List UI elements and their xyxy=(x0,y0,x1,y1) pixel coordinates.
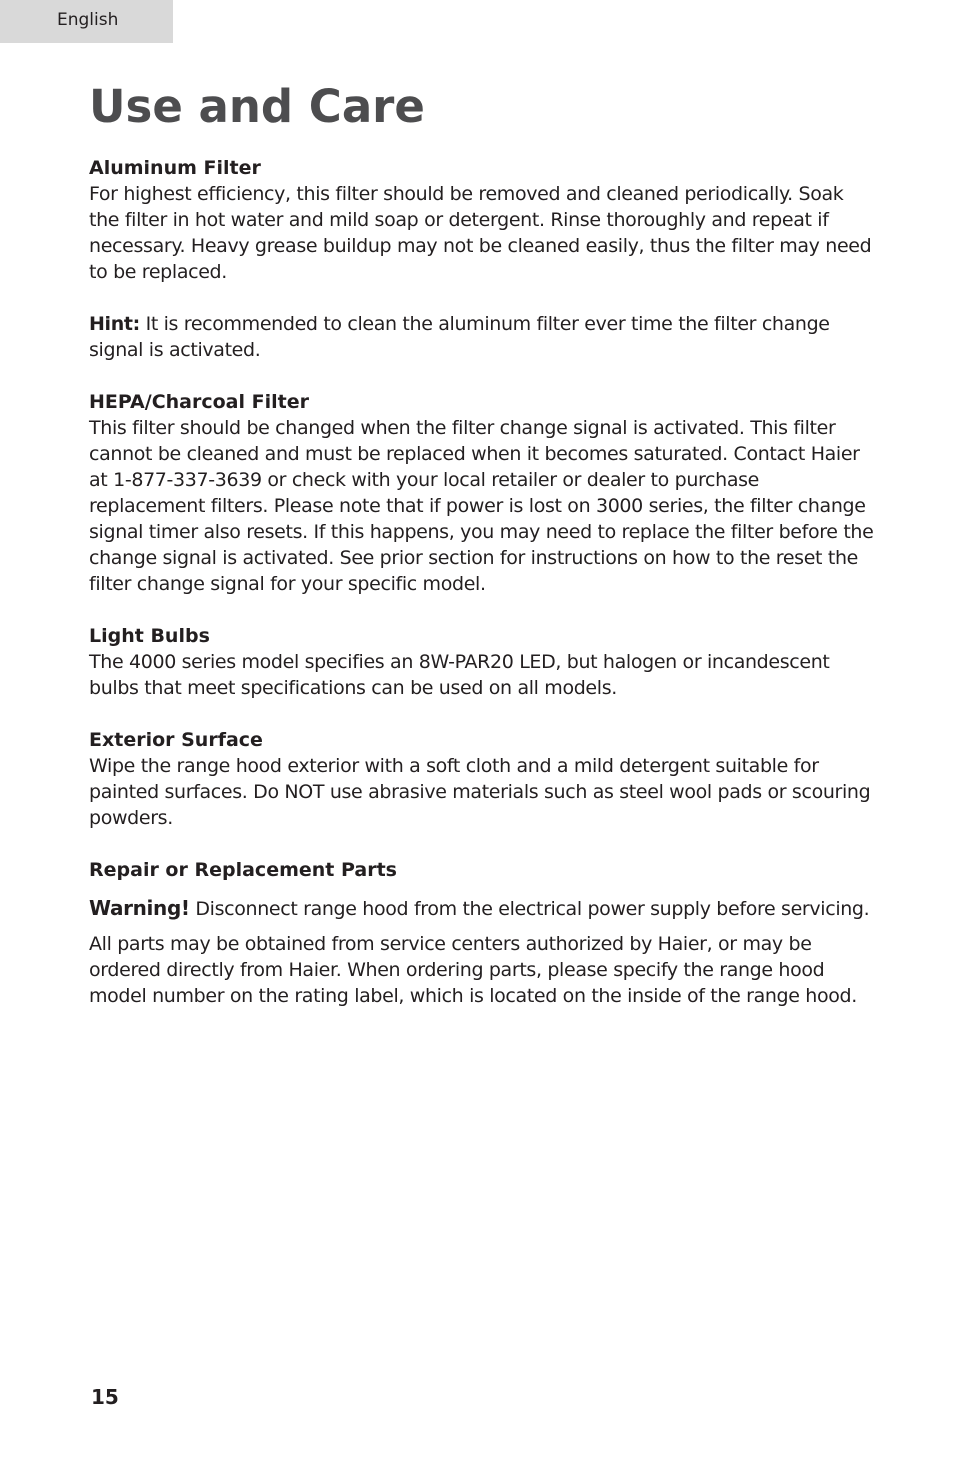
light-bulbs-body: The 4000 series model specifies an 8W-PAR20 LED, but halogen or incandescent bulbs that meet specifications can be used on all models. xyxy=(89,651,830,699)
hint-paragraph xyxy=(89,311,874,363)
aluminum-filter-body: For highest efficiency, this filter should be removed and cleaned periodically. Soak the filter in hot water and mild soap or detergent. Rinse thoroughly and repeat if necessary. Heavy grease buildup may not be cleaned easily, thus the filter may need to be replaced. xyxy=(89,183,872,283)
section-hint xyxy=(89,311,874,363)
section-repair-parts xyxy=(89,857,874,1009)
exterior-surface-body: Wipe the range hood exterior with a soft cloth and a mild detergent suitable for painted surfaces. Do NOT use abrasive materials such as steel wool pads or scouring powders. xyxy=(89,755,871,829)
page-number: 15 xyxy=(91,1385,119,1409)
light-bulbs-heading: Light Bulbs xyxy=(89,625,210,647)
aluminum-filter-heading: Aluminum Filter xyxy=(89,157,261,179)
hepa-filter-body: This filter should be changed when the filter change signal is activated. This filter cannot be cleaned and must be replaced when it becomes saturated. Contact Haier at 1-877-337-3639 or check with your local retailer or dealer to purchase replacement filters. Please note that if power is lost on 3000 series, the filter change signal timer also resets. If this happens, you may need to replace the filter before the change signal is activated. See prior section for instructions on how to the reset the filter change signal for your specific model. xyxy=(89,417,874,595)
repair-parts-body: All parts may be obtained from service centers authorized by Haier, or may be ordered directly from Haier. When ordering parts, please specify the range hood model number on the rating label, which is located on the inside of the range hood. xyxy=(89,933,857,1007)
hepa-filter-heading: HEPA/Charcoal Filter xyxy=(89,391,309,413)
language-tab xyxy=(0,0,173,43)
page-content xyxy=(89,155,874,1035)
page-title: Use and Care xyxy=(89,80,425,133)
section-light-bulbs xyxy=(89,623,874,701)
warning-paragraph xyxy=(89,895,874,922)
repair-parts-heading: Repair or Replacement Parts xyxy=(89,859,397,881)
hint-body: It is recommended to clean the aluminum filter ever time the filter change signal is activated. xyxy=(89,313,830,361)
language-tab-label: English xyxy=(57,10,119,30)
exterior-surface-heading: Exterior Surface xyxy=(89,729,263,751)
section-hepa-filter xyxy=(89,389,874,597)
warning-body: Disconnect range hood from the electrical power supply before servicing. xyxy=(189,898,870,920)
hint-label: Hint: xyxy=(89,313,140,335)
warning-label: Warning! xyxy=(89,896,190,920)
section-aluminum-filter xyxy=(89,155,874,285)
section-exterior-surface xyxy=(89,727,874,831)
